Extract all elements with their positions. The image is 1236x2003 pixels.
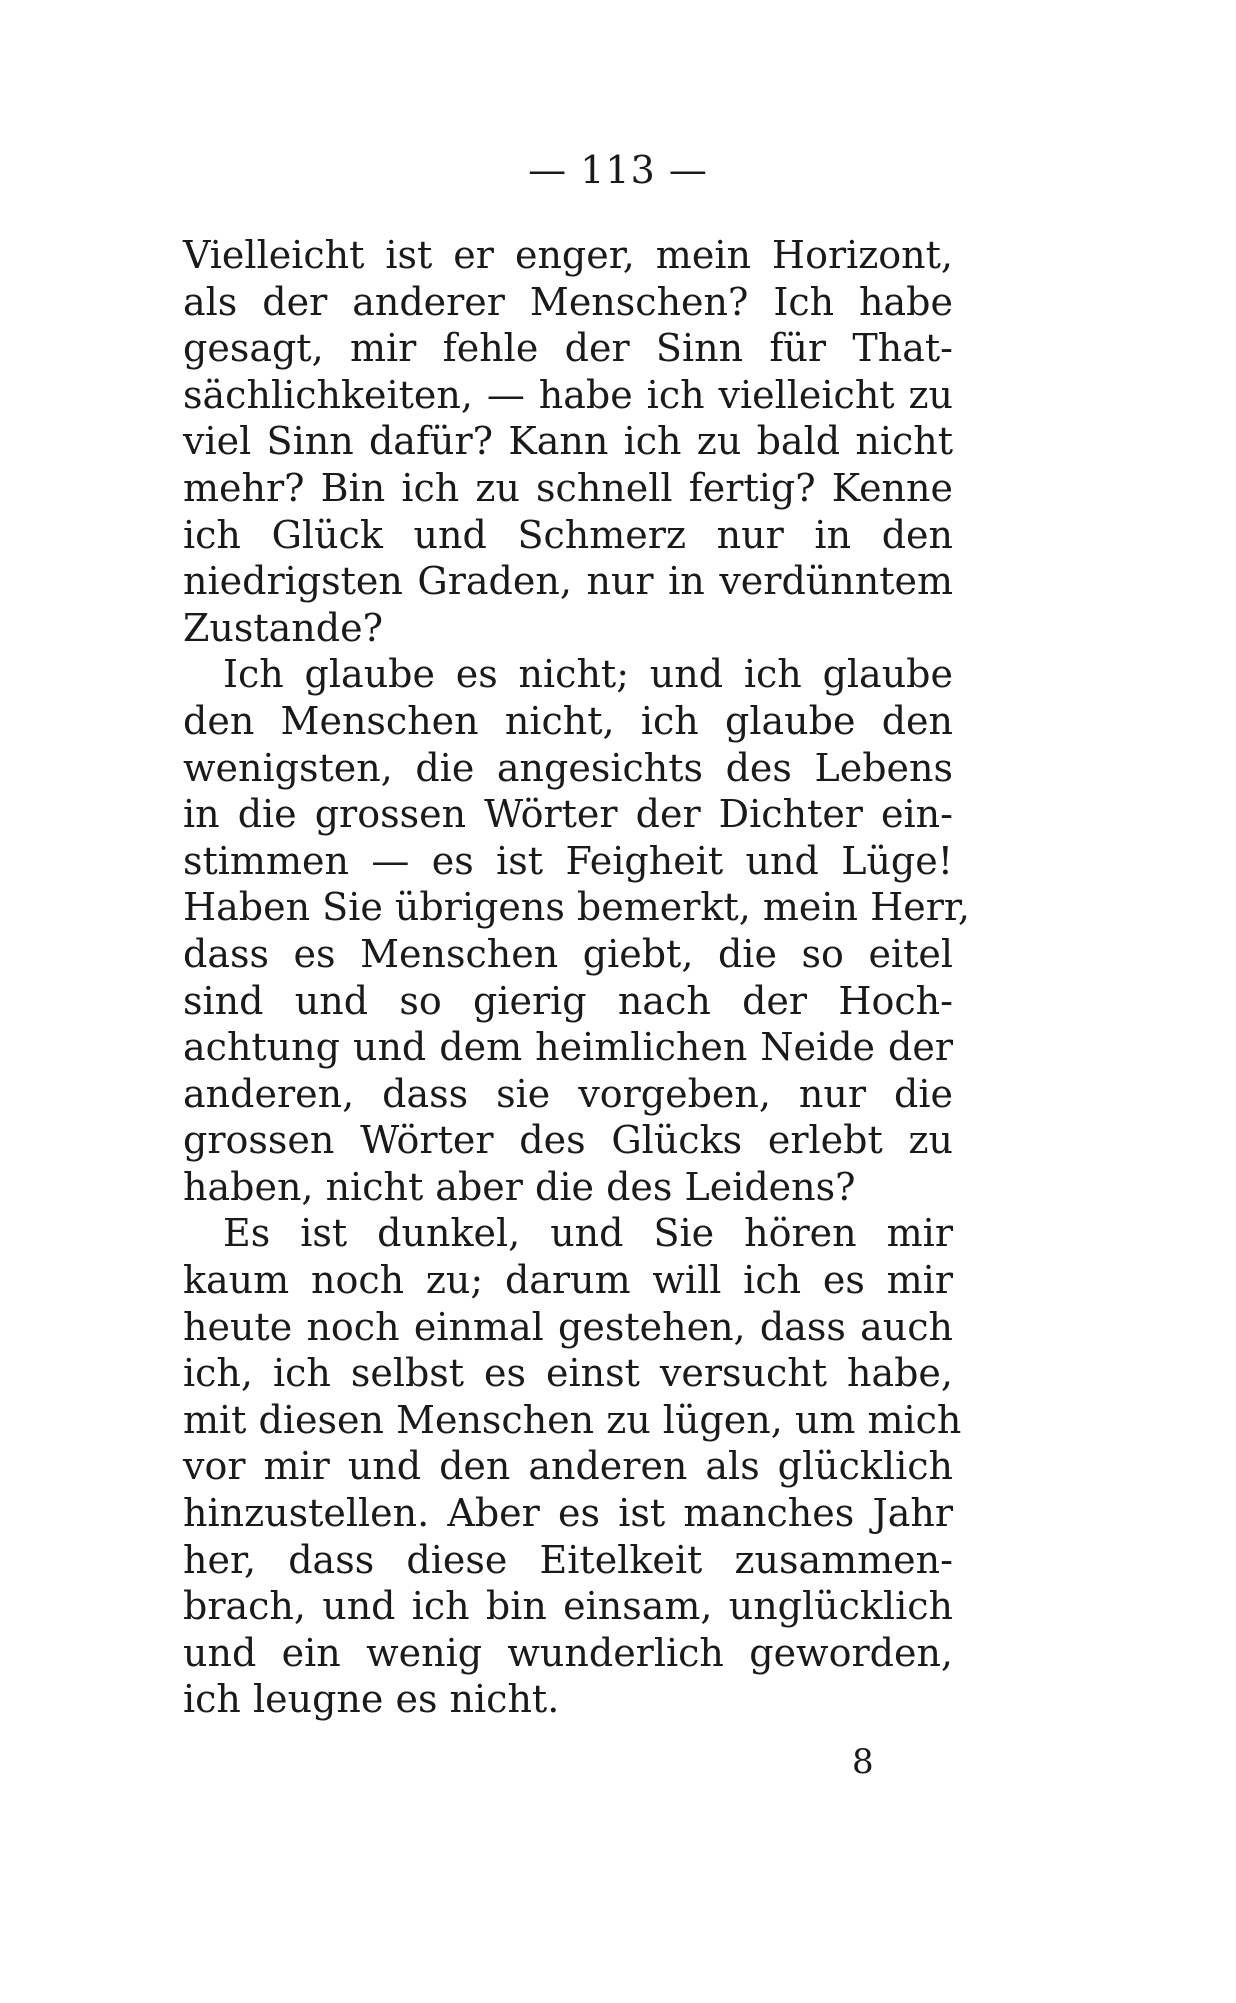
text-line: als der anderer Menschen? Ich habe xyxy=(183,279,953,324)
signature-mark: 8 xyxy=(852,1742,874,1782)
text-line: brach, und ich bin einsam, unglücklich xyxy=(183,1584,953,1629)
text-line: heute noch einmal gestehen, dass auch xyxy=(183,1304,953,1349)
text-line: ich, ich selbst es einst versucht habe, xyxy=(183,1351,953,1396)
text-line: stimmen — es ist Feigheit und Lüge! xyxy=(183,838,953,883)
text-line: wenigsten, die angesichts des Lebens xyxy=(183,745,953,790)
paragraph-end-line: haben, nicht aber die des Leidens? xyxy=(183,1164,856,1209)
text-line: hinzustellen. Aber es ist manches Jahr xyxy=(183,1491,953,1536)
text-line: und ein wenig wunderlich geworden, xyxy=(183,1630,953,1675)
text-line: achtung und dem heimlichen Neide der xyxy=(183,1025,953,1070)
paragraph-end-line: ich leugne es nicht. xyxy=(183,1677,560,1722)
text-line: viel Sinn dafür? Kann ich zu bald nicht xyxy=(183,419,953,464)
text-line: kaum noch zu; darum will ich es mir xyxy=(183,1258,953,1303)
paragraph-end-line: Zustande? xyxy=(183,605,383,650)
text-line: anderen, dass sie vorgeben, nur die xyxy=(183,1071,953,1116)
text-line: niedrigsten Graden, nur in verdünntem xyxy=(183,559,953,604)
text-line: sind und so gierig nach der Hoch- xyxy=(183,978,953,1023)
text-line: ich Glück und Schmerz nur in den xyxy=(183,512,953,557)
text-line: in die grossen Wörter der Dichter ein- xyxy=(183,792,953,837)
text-line: Haben Sie übrigens bemerkt, mein Herr, xyxy=(183,885,970,930)
page-number: — 113 — xyxy=(528,148,708,192)
text-line: Es ist dunkel, und Sie hören mir xyxy=(223,1211,953,1256)
text-line: mit diesen Menschen zu lügen, um mich xyxy=(183,1397,962,1442)
text-line: dass es Menschen giebt, die so eitel xyxy=(183,931,953,976)
text-line: den Menschen nicht, ich glaube den xyxy=(183,698,953,743)
text-line: Ich glaube es nicht; und ich glaube xyxy=(223,652,953,697)
body-text xyxy=(183,232,970,1723)
text-line: her, dass diese Eitelkeit zusammen- xyxy=(183,1537,953,1582)
text-line: gesagt, mir fehle der Sinn für That- xyxy=(183,326,953,371)
text-line: vor mir und den anderen als glücklich xyxy=(183,1444,953,1489)
text-line: grossen Wörter des Glücks erlebt zu xyxy=(183,1118,953,1163)
text-line: mehr? Bin ich zu schnell fertig? Kenne xyxy=(183,465,953,510)
text-line: sächlichkeiten, — habe ich vielleicht zu xyxy=(183,372,953,417)
text-line: Vielleicht ist er enger, mein Horizont, xyxy=(183,233,953,277)
